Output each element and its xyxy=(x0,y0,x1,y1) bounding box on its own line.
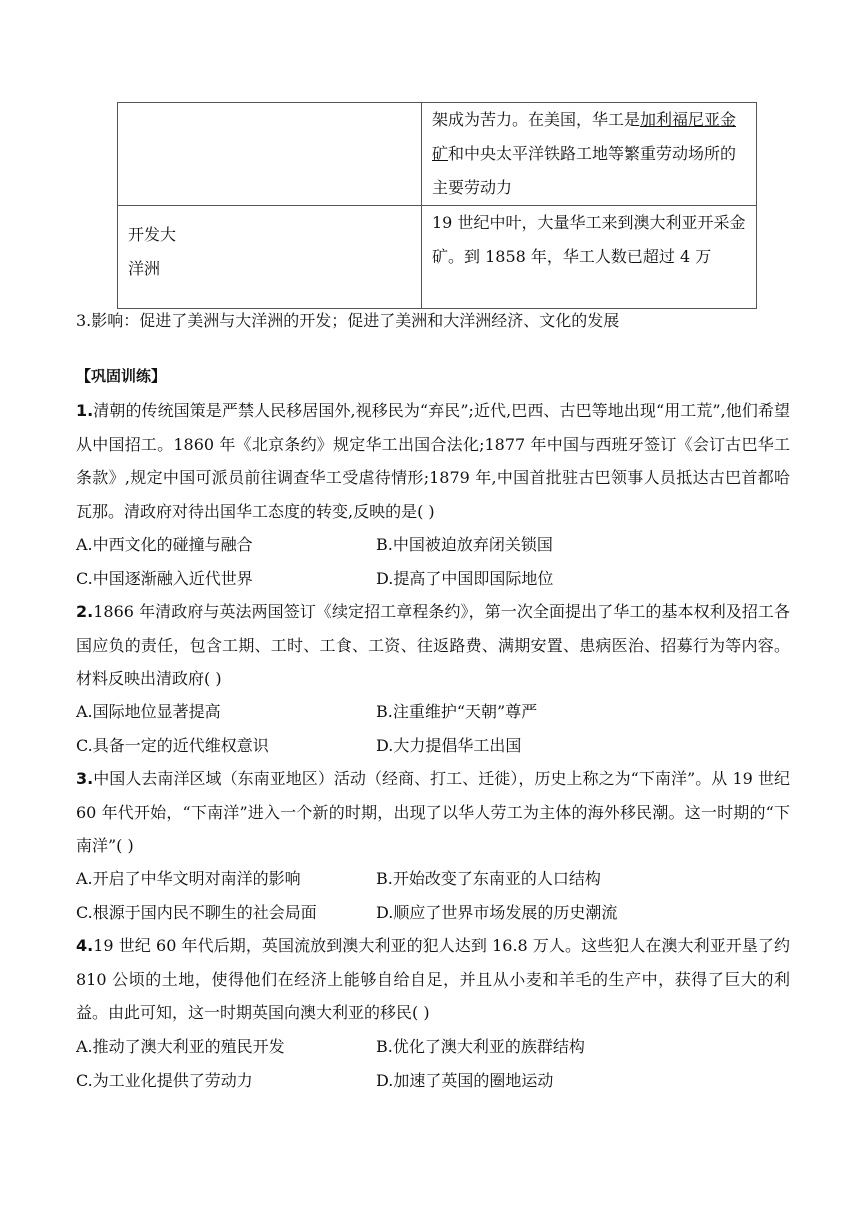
question-number: 4. xyxy=(76,936,94,955)
option-c: C.根源于国内民不聊生的社会局面 xyxy=(76,902,317,922)
option-c: C.具备一定的近代维权意识 xyxy=(76,735,269,755)
question-number: 2. xyxy=(76,602,94,621)
section-title: 【巩固训练】 xyxy=(76,367,167,385)
question-stem: 19 世纪 60 年代后期，英国流放到澳大利亚的犯人达到 16.8 万人。这些犯人在澳大利亚开垦了约 810 公顷的土地，使得他们在经济上能够自给自足，并且从小麦和羊毛的生产中，获得了巨大的利益。由此可知，这一时期英国向澳大利亚的移民( ) xyxy=(76,936,790,1022)
row-label-line: 洋洲 xyxy=(128,259,161,278)
option-b: B.开始改变了东南亚的人口结构 xyxy=(376,869,601,888)
table-cell-text: 和中央太平洋铁路工地等繁重劳动场所的主要劳动力 xyxy=(432,144,737,197)
question-1-options xyxy=(76,528,776,595)
option-a: A.开启了中华文明对南洋的影响 xyxy=(76,869,301,888)
question-1 xyxy=(76,394,790,528)
question-2 xyxy=(76,595,790,696)
row-label-line: 开发大 xyxy=(128,225,177,244)
info-table xyxy=(117,102,757,309)
table-cell-text xyxy=(118,206,421,286)
question-stem: 清朝的传统国策是严禁人民移居国外,视移民为“弃民”;近代,巴西、古巴等地出现“用工荒”,他们希望从中国招工。1860 年《北京条约》规定华工出国合法化;1877 年中国与西班牙签订《会订古巴华工条款》,规定中国可派员前往调查华工受虐待情形;1879 年,中国首批驻古巴领事人员抵达古巴首都哈瓦那。清政府对待出国华工态度的转变,反映的是( ) xyxy=(76,401,790,521)
table-cell-text xyxy=(118,103,421,115)
table-cell xyxy=(422,103,757,206)
option-c: C.中国逐渐融入近代世界 xyxy=(76,568,253,588)
table-row xyxy=(118,206,757,309)
table-row xyxy=(118,103,757,206)
table-cell xyxy=(118,103,422,206)
question-4-options xyxy=(76,1030,776,1097)
option-a: A.中西文化的碰撞与融合 xyxy=(76,535,253,554)
option-a: A.国际地位显著提高 xyxy=(76,702,221,721)
option-d: D.大力提倡华工出国 xyxy=(376,735,522,755)
question-3 xyxy=(76,762,790,863)
option-d: D.提高了中国即国际地位 xyxy=(376,568,554,588)
option-b: B.中国被迫放弃闭关锁国 xyxy=(376,535,553,554)
option-b: B.优化了澳大利亚的族群结构 xyxy=(376,1037,585,1056)
question-number: 1. xyxy=(76,401,94,420)
impact-text: 3.影响：促进了美洲与大洋洲的开发；促进了美洲和大洋洲经济、文化的发展 xyxy=(76,311,620,330)
question-stem: 1866 年清政府与英法两国签订《续定招工章程条约》，第一次全面提出了华工的基本权利及招工各国应负的责任，包含工期、工时、工食、工资、往返路费、满期安置、患病医治、招募行为等内容。材料反映出清政府( ) xyxy=(76,602,790,688)
table-cell-text: 19 世纪中叶，大量华工来到澳大利亚开采金矿。到 1858 年，华工人数已超过 4 万 xyxy=(432,213,746,266)
option-d: D.加速了英国的圈地运动 xyxy=(376,1070,554,1090)
question-4 xyxy=(76,929,790,1030)
question-2-options xyxy=(76,695,776,762)
question-stem: 中国人去南洋区域（东南亚地区）活动（经商、打工、迁徙），历史上称之为“下南洋”。从 19 世纪 60 年代开始，“下南洋”进入一个新的时期，出现了以华人劳工为主体的海外移民潮。这一时期的“下南洋”( ) xyxy=(76,769,790,855)
option-b: B.注重维护“天朝”尊严 xyxy=(376,702,538,721)
table-cell xyxy=(118,206,422,309)
option-a: A.推动了澳大利亚的殖民开发 xyxy=(76,1037,285,1056)
question-3-options xyxy=(76,862,776,929)
option-d: D.顺应了世界市场发展的历史潮流 xyxy=(376,902,618,922)
question-number: 3. xyxy=(76,769,94,788)
table-cell xyxy=(422,206,757,309)
table-cell-text: 架成为苦力。在美国，华工是 xyxy=(432,110,641,129)
underlined-term: 加利福尼亚金矿 xyxy=(432,110,737,163)
option-c: C.为工业化提供了劳动力 xyxy=(76,1070,253,1090)
